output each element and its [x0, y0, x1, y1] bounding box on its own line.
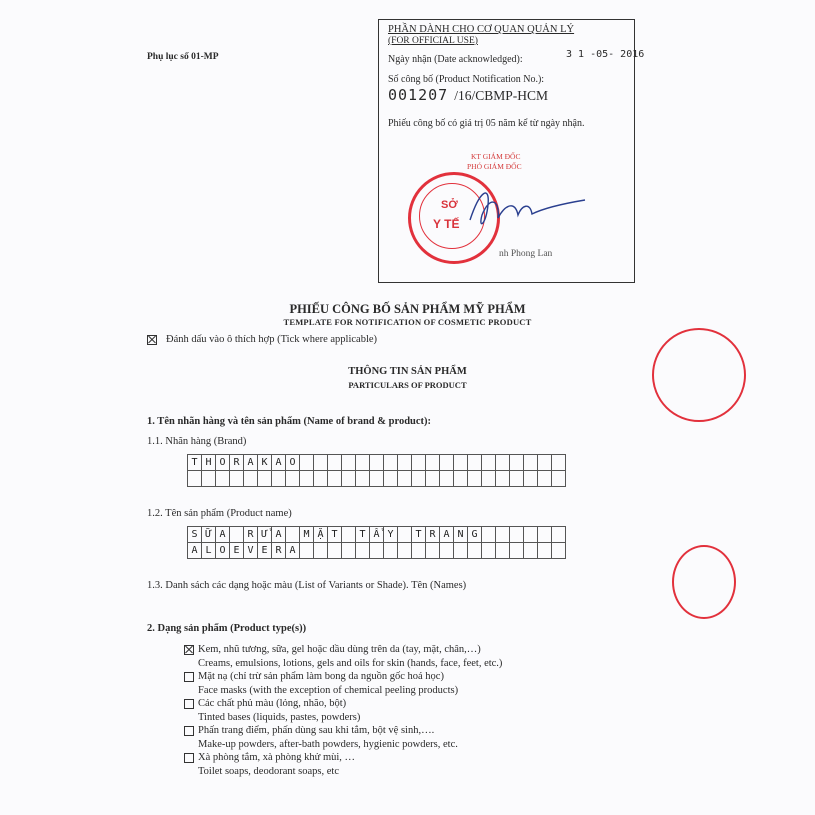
grid-cell	[510, 471, 524, 487]
grid-cell	[552, 543, 566, 559]
product-type-en: Make-up powders, after-bath powders, hygienic powders, etc.	[198, 738, 458, 750]
product-type-checkbox[interactable]	[184, 753, 194, 763]
grid-cell	[440, 543, 454, 559]
product-type-en: Tinted bases (liquids, pastes, powders)	[198, 711, 361, 723]
grid-cell: A	[216, 527, 230, 543]
grid-cell	[510, 455, 524, 471]
grid-cell	[524, 543, 538, 559]
grid-cell: T	[188, 455, 202, 471]
grid-cell	[342, 543, 356, 559]
seal-text-2: Y TẾ	[433, 217, 460, 231]
product-type-checkbox[interactable]	[184, 726, 194, 736]
section-title: THÔNG TIN SẢN PHẨM	[348, 366, 467, 377]
grid-cell	[230, 471, 244, 487]
grid-cell	[300, 543, 314, 559]
date-value: 3 1 -05- 2016	[566, 49, 645, 60]
grid-cell: A	[440, 527, 454, 543]
grid-cell	[202, 471, 216, 487]
grid-cell	[398, 527, 412, 543]
grid-cell	[356, 455, 370, 471]
grid-cell	[328, 471, 342, 487]
grid-cell	[426, 455, 440, 471]
product-type-item	[184, 670, 502, 697]
grid-cell	[524, 527, 538, 543]
grid-cell	[412, 471, 426, 487]
tick-note: Đánh dấu vào ô thích hợp (Tick where applicable)	[147, 334, 377, 345]
grid-cell	[188, 471, 202, 487]
grid-cell	[286, 527, 300, 543]
grid-cell	[440, 471, 454, 487]
notification-number: 001207 /16/CBMP-HCM	[388, 86, 548, 104]
grid-cell	[412, 455, 426, 471]
grid-cell: R	[426, 527, 440, 543]
signer-title-2: PHÓ GIÁM ĐỐC	[467, 162, 522, 171]
grid-cell: R	[272, 543, 286, 559]
brand-grid	[187, 454, 566, 487]
signer-name: nh Phong Lan	[499, 249, 553, 259]
grid-cell	[370, 543, 384, 559]
product-type-vi: Xà phòng tắm, xà phòng khử mùi, …	[198, 752, 356, 763]
grid-cell	[258, 471, 272, 487]
grid-cell	[314, 455, 328, 471]
grid-cell: Ặ	[314, 527, 328, 543]
grid-cell	[398, 455, 412, 471]
variants-label: 1.3. Danh sách các dạng hoặc màu (List of Variants or Shade). Tên (Names)	[147, 580, 467, 591]
product-type-item	[184, 751, 502, 778]
grid-cell	[384, 543, 398, 559]
product-row-1	[188, 527, 566, 543]
grid-cell	[216, 471, 230, 487]
grid-cell	[412, 543, 426, 559]
product-type-checkbox[interactable]	[184, 699, 194, 709]
date-label: Ngày nhận (Date acknowledged):	[388, 54, 523, 65]
grid-cell	[482, 455, 496, 471]
grid-cell	[342, 455, 356, 471]
grid-cell: Y	[384, 527, 398, 543]
grid-cell: M	[300, 527, 314, 543]
product-type-en: Toilet soaps, deodorant soaps, etc	[198, 765, 339, 777]
grid-cell	[398, 471, 412, 487]
grid-cell	[440, 455, 454, 471]
seal-text-1: SỞ	[441, 199, 458, 211]
grid-cell	[496, 471, 510, 487]
grid-cell	[286, 471, 300, 487]
grid-cell: R	[230, 455, 244, 471]
grid-cell: Ữ	[202, 527, 216, 543]
grid-cell: T	[412, 527, 426, 543]
grid-cell: A	[272, 455, 286, 471]
grid-cell	[370, 455, 384, 471]
product-type-list	[184, 643, 502, 778]
grid-cell: A	[244, 455, 258, 471]
grid-cell	[510, 527, 524, 543]
grid-cell	[328, 455, 342, 471]
grid-cell	[244, 471, 258, 487]
grid-cell: R	[244, 527, 258, 543]
validity-text: Phiếu công bố có giá trị 05 năm kể từ ngày nhận.	[388, 118, 585, 129]
grid-cell	[328, 543, 342, 559]
product-type-vi: Kem, nhũ tương, sữa, gel hoặc dầu dùng trên da (tay, mặt, chân,…)	[198, 644, 481, 655]
grid-cell	[538, 455, 552, 471]
grid-cell	[398, 543, 412, 559]
grid-cell	[384, 471, 398, 487]
section-2-heading: 2. Dạng sản phẩm (Product type(s))	[147, 623, 307, 634]
grid-cell	[426, 543, 440, 559]
grid-cell	[342, 471, 356, 487]
grid-cell	[454, 471, 468, 487]
grid-cell	[426, 471, 440, 487]
product-name-grid	[187, 526, 566, 559]
grid-cell	[482, 527, 496, 543]
grid-cell: Ẩ	[370, 527, 384, 543]
grid-cell: O	[216, 543, 230, 559]
product-type-vi: Mặt nạ (chỉ trừ sản phẩm làm bong da nguồn gốc hoá học)	[198, 671, 444, 682]
grid-cell	[524, 471, 538, 487]
product-type-vi: Các chất phủ màu (lỏng, nhão, bột)	[198, 698, 347, 709]
grid-cell	[482, 471, 496, 487]
product-type-checkbox[interactable]	[184, 672, 194, 682]
official-heading: PHẦN DÀNH CHO CƠ QUAN QUẢN LÝ	[388, 24, 575, 35]
grid-cell	[524, 455, 538, 471]
grid-cell	[300, 471, 314, 487]
grid-cell: L	[202, 543, 216, 559]
product-type-item	[184, 643, 502, 670]
grid-cell	[272, 471, 286, 487]
brand-label: 1.1. Nhãn hàng (Brand)	[147, 436, 247, 447]
brand-row-1	[188, 455, 566, 471]
document-title-en: TEMPLATE FOR NOTIFICATION OF COSMETIC PRODUCT	[283, 317, 532, 327]
product-type-checkbox[interactable]	[184, 645, 194, 655]
grid-cell: E	[230, 543, 244, 559]
grid-cell	[342, 527, 356, 543]
grid-cell	[314, 543, 328, 559]
grid-cell	[314, 471, 328, 487]
product-type-item	[184, 724, 502, 751]
grid-cell	[538, 471, 552, 487]
partial-seal-bottom	[672, 545, 736, 619]
grid-cell	[454, 543, 468, 559]
grid-cell: E	[258, 543, 272, 559]
grid-cell	[356, 471, 370, 487]
grid-cell: S	[188, 527, 202, 543]
grid-cell	[356, 543, 370, 559]
brand-row-2	[188, 471, 566, 487]
section-title-en: PARTICULARS OF PRODUCT	[348, 380, 467, 390]
grid-cell	[552, 527, 566, 543]
annex-label: Phụ lục số 01-MP	[147, 52, 219, 62]
product-row-2	[188, 543, 566, 559]
product-type-en: Creams, emulsions, lotions, gels and oils for skin (hands, face, feet, etc.)	[198, 657, 503, 669]
grid-cell	[370, 471, 384, 487]
product-type-vi: Phấn trang điểm, phấn dùng sau khi tắm, bột vệ sinh,….	[198, 725, 435, 736]
grid-cell: Ử	[258, 527, 272, 543]
grid-cell	[496, 543, 510, 559]
grid-cell: V	[244, 543, 258, 559]
signer-title-1: KT GIÁM ĐỐC	[471, 152, 521, 161]
grid-cell	[468, 455, 482, 471]
grid-cell: H	[202, 455, 216, 471]
grid-cell	[510, 543, 524, 559]
grid-cell: A	[286, 543, 300, 559]
grid-cell	[384, 455, 398, 471]
grid-cell: G	[468, 527, 482, 543]
section-1-heading: 1. Tên nhãn hàng và tên sản phẩm (Name of brand & product):	[147, 416, 432, 427]
product-name-label: 1.2. Tên sản phẩm (Product name)	[147, 508, 292, 519]
grid-cell: A	[272, 527, 286, 543]
grid-cell	[468, 543, 482, 559]
official-heading-en: (FOR OFFICIAL USE)	[388, 36, 478, 46]
number-label: Số công bố (Product Notification No.):	[388, 74, 545, 85]
signature	[460, 180, 590, 240]
grid-cell	[482, 543, 496, 559]
product-type-en: Face masks (with the exception of chemical peeling products)	[198, 684, 459, 696]
grid-cell	[538, 543, 552, 559]
grid-cell	[454, 455, 468, 471]
grid-cell	[468, 471, 482, 487]
grid-cell	[496, 455, 510, 471]
grid-cell: N	[454, 527, 468, 543]
grid-cell: O	[216, 455, 230, 471]
grid-cell	[552, 471, 566, 487]
grid-cell: K	[258, 455, 272, 471]
grid-cell: T	[356, 527, 370, 543]
grid-cell	[538, 527, 552, 543]
grid-cell	[496, 527, 510, 543]
document-title: PHIẾU CÔNG BỐ SẢN PHẨM MỸ PHẨM	[289, 302, 526, 316]
grid-cell: A	[188, 543, 202, 559]
grid-cell	[300, 455, 314, 471]
grid-cell	[230, 527, 244, 543]
grid-cell	[552, 455, 566, 471]
product-type-item	[184, 697, 502, 724]
tick-example-checkbox	[147, 335, 157, 345]
grid-cell: O	[286, 455, 300, 471]
grid-cell: T	[328, 527, 342, 543]
